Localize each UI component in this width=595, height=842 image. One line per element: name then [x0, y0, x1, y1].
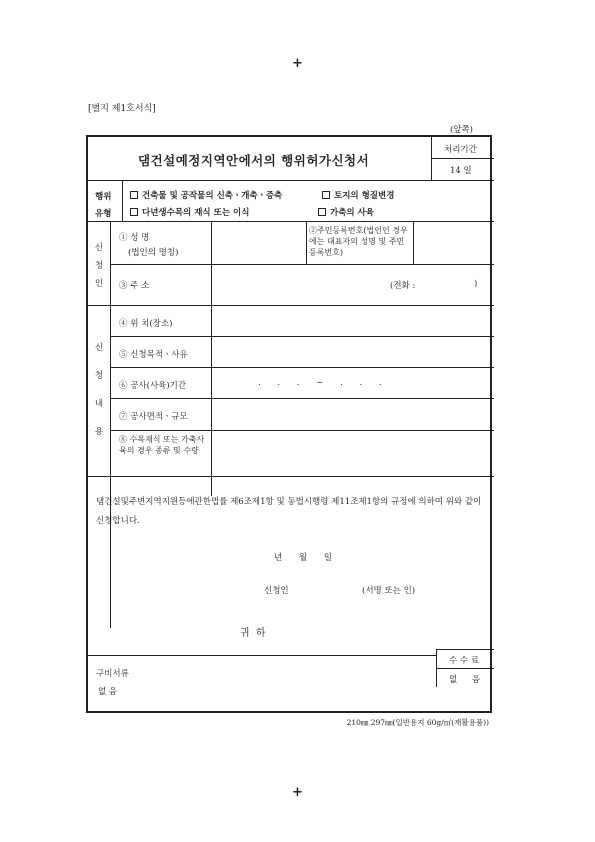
checkbox[interactable] — [322, 191, 330, 199]
action-type-label-1: 행위 — [95, 192, 112, 202]
action-option-land-change[interactable]: 토지의 형질변경 — [322, 189, 394, 201]
species-label: ⑧ 수목재식 또는 가축사육의 경우 종류 및 수량 — [119, 435, 205, 455]
row-line — [110, 398, 494, 399]
attachments-label: 구비서류 — [96, 669, 129, 679]
row-line — [110, 264, 494, 265]
row-line — [110, 430, 494, 431]
row-line — [88, 221, 494, 222]
row-line — [88, 180, 494, 181]
fee-top-line — [436, 649, 494, 650]
sign-hint: (서명 또는 인) — [362, 586, 416, 596]
location-label: ④ 위 치(장소) — [119, 319, 173, 329]
front-side-label: (앞쪽) — [449, 125, 473, 135]
action-type-label-2: 유형 — [95, 209, 112, 219]
form-number-label: [별지 제1호서식] — [88, 104, 156, 114]
content-side-label: 신 청 내 용 — [94, 343, 104, 437]
action-option-construction[interactable]: 건축물 및 공작물의 신축ㆍ개축ㆍ증축 — [130, 189, 282, 201]
fee-mid-line — [436, 668, 494, 669]
col-line — [122, 180, 123, 221]
form-title: 댐건설예정지역안에서의 행위허가신청서 — [138, 153, 370, 168]
row-line — [110, 336, 494, 337]
processing-period-value: 14 일 — [450, 166, 472, 176]
date-line: 년 월 일 — [274, 553, 333, 563]
name-label: ① 성 명 — [119, 233, 150, 243]
paper-size-note: 210㎜ 297㎜(일반용지 60g/㎡(재활용품)) — [346, 718, 489, 727]
applicant-sign-label: 신청인 — [264, 586, 289, 596]
addressee: 귀 하 — [240, 628, 266, 639]
attachments-value: 없 음 — [98, 687, 118, 697]
col-line — [211, 221, 212, 496]
row-line — [88, 305, 494, 306]
checkbox[interactable] — [318, 208, 326, 216]
phone-close: ) — [474, 279, 478, 289]
address-label: ③ 주 소 — [119, 281, 150, 291]
col-line — [306, 221, 307, 264]
action-option-livestock[interactable]: 가축의 사육 — [318, 206, 374, 218]
action-option-tree-planting[interactable]: 다년생수목의 재식 또는 이식 — [130, 206, 249, 218]
reg-number-label: ②주민등록번호(법인인 경우에는 대표자의 성명 및 주민등록번호) — [309, 226, 408, 257]
name-sub-label: (법인의 명칭) — [128, 248, 179, 258]
checkbox[interactable] — [130, 208, 138, 216]
statement-text: 댐건설및주변지역지원등에관한법률 제6조제1항 및 동법시행령 제11조제1항의 규정에 의하여 위와 같이 신청합니다. — [96, 497, 482, 526]
period-value[interactable]: . . . ~ . . . — [258, 378, 382, 388]
processing-period-label: 처리기간 — [444, 145, 477, 155]
period-divider — [431, 158, 494, 159]
row-line — [110, 367, 494, 368]
area-label: ⑦ 공사면적ㆍ규모 — [119, 412, 188, 422]
purpose-label: ⑤ 신청목적ㆍ사유 — [119, 350, 188, 360]
attachments-top-line — [88, 655, 436, 656]
col-line — [110, 221, 111, 628]
application-form — [86, 135, 492, 713]
fee-value: 없 음 — [449, 675, 481, 685]
crop-mark-bottom: + — [292, 785, 303, 800]
checkbox[interactable] — [130, 191, 138, 199]
col-line — [413, 221, 414, 264]
applicant-side-label: 신 청 인 — [94, 243, 104, 289]
phone-label: (전화 : — [390, 281, 416, 291]
crop-mark-top: + — [292, 56, 303, 71]
fee-label: 수 수 료 — [449, 656, 480, 666]
row-line — [88, 476, 494, 477]
period-label: ⑥ 공사(사육)기간 — [119, 381, 187, 391]
